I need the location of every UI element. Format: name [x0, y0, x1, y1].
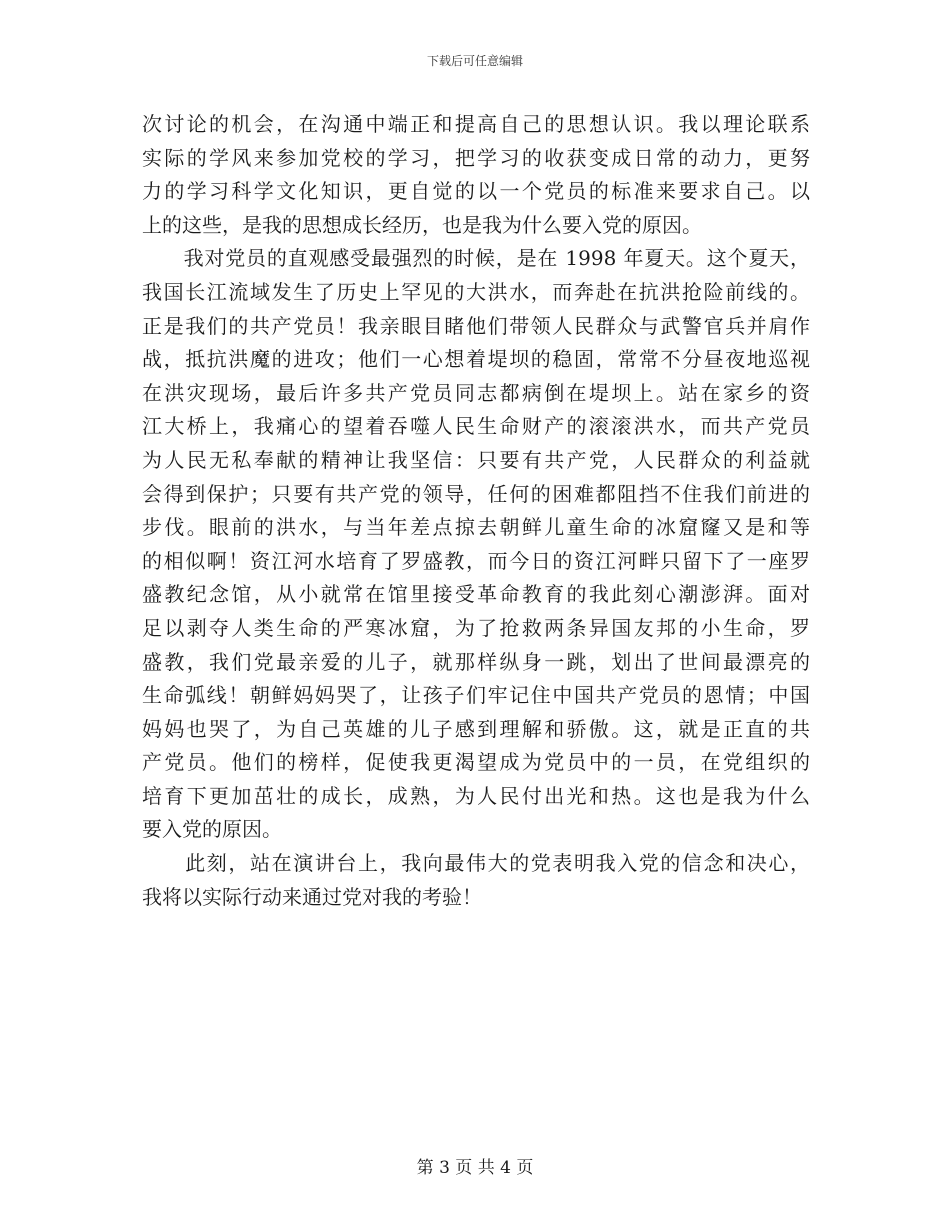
text-line: 我将以实际行动来通过党对我的考验！ [142, 884, 482, 909]
text-line: 此刻，站在演讲台上，我向最伟大的党表明我入党的信念和决心， [142, 851, 810, 876]
text-line: 实际的学风来参加党校的学习，把学习的收获变成日常的动力，更努 [142, 145, 810, 170]
text-line: 妈妈也哭了，为自己英雄的儿子感到理解和骄傲。这，就是正直的共 [142, 716, 810, 741]
text-line: 上的这些，是我的思想成长经历，也是我为什么要入党的原因。 [142, 212, 702, 237]
text-line: 战，抵抗洪魔的进攻；他们一心想着堤坝的稳固，常常不分昼夜地巡视 [142, 347, 810, 372]
text-line: 在洪灾现场，最后许多共产党员同志都病倒在堤坝上。站在家乡的资 [142, 380, 810, 405]
text-line: 会得到保护；只要有共产党的领导，任何的困难都阻挡不住我们前进的 [142, 481, 810, 506]
text-line: 为人民无私奉献的精神让我坚信：只要有共产党，人民群众的利益就 [142, 447, 810, 472]
text-line: 产党员。他们的榜样，促使我更渴望成为党员中的一员，在党组织的 [142, 750, 810, 775]
text-line: 培育下更加茁壮的成长，成熟，为人民付出光和热。这也是我为什么 [142, 783, 810, 808]
document-body [142, 108, 810, 914]
text-line: 步伐。眼前的洪水，与当年差点掠去朝鲜儿童生命的冰窟窿又是和等 [142, 515, 810, 540]
text-line: 盛教，我们党最亲爱的儿子，就那样纵身一跳，划出了世间最漂亮的 [142, 649, 810, 674]
text-line: 要入党的原因。 [142, 817, 282, 842]
text-line: 江大桥上，我痛心的望着吞噬人民生命财产的滚滚洪水，而共产党员 [142, 414, 810, 439]
page-header: 下载后可任意编辑 [426, 54, 523, 68]
text-line: 足以剥夺人类生命的严寒冰窟，为了抢救两条异国友邦的小生命，罗 [142, 615, 810, 640]
text-line: 的相似啊！资江河水培育了罗盛教，而今日的资江河畔只留下了一座罗 [142, 548, 810, 573]
text-line: 生命弧线！朝鲜妈妈哭了，让孩子们牢记住中国共产党员的恩情；中国 [142, 683, 810, 708]
text-line: 我国长江流域发生了历史上罕见的大洪水，而奔赴在抗洪抢险前线的。 [142, 279, 810, 304]
text-line: 盛教纪念馆，从小就常在馆里接受革命教育的我此刻心潮澎湃。面对 [142, 582, 810, 607]
text-line: 次讨论的机会，在沟通中端正和提高自己的思想认识。我以理论联系 [142, 112, 810, 136]
page-number: 第 3 页 共 4 页 [416, 1158, 534, 1178]
text-line: 力的学习科学文化知识，更自觉的以一个党员的标准来要求自己。以 [142, 179, 810, 204]
text-line: 我对党员的直观感受最强烈的时候，是在 1998 年夏天。这个夏天， [142, 246, 810, 271]
text-line: 正是我们的共产党员！我亲眼目睹他们带领人民群众与武警官兵并肩作 [142, 313, 810, 338]
